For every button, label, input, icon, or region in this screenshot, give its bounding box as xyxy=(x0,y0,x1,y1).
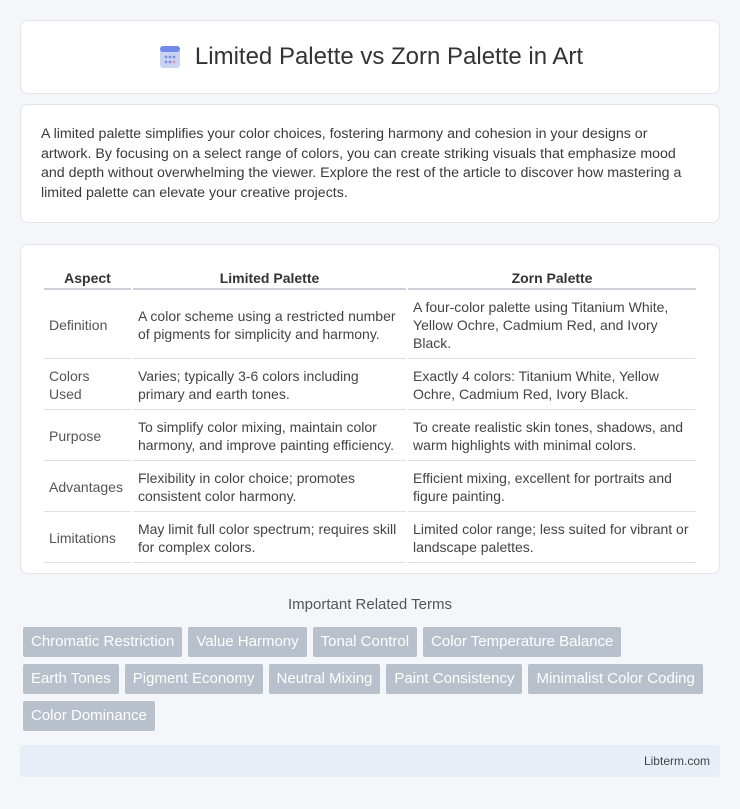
term-tag[interactable]: Color Temperature Balance xyxy=(423,627,621,657)
term-tag[interactable]: Pigment Economy xyxy=(125,664,263,694)
footer xyxy=(20,745,720,777)
term-tag[interactable]: Neutral Mixing xyxy=(269,664,381,694)
related-terms-title: Important Related Terms xyxy=(288,596,452,613)
row-limited: Varies; typically 3-6 colors including primary and earth tones. xyxy=(133,361,406,410)
row-aspect: Definition xyxy=(44,292,131,359)
row-zorn: Efficient mixing, excellent for portraits and figure painting. xyxy=(408,463,696,512)
comparison-table xyxy=(42,265,698,565)
term-tag[interactable]: Chromatic Restriction xyxy=(23,627,182,657)
related-terms-list xyxy=(23,627,723,731)
row-zorn: To create realistic skin tones, shadows, and warm highlights with minimal colors. xyxy=(408,412,696,461)
table-row xyxy=(44,463,696,512)
term-tag[interactable]: Value Harmony xyxy=(188,627,306,657)
header-zorn-palette: Zorn Palette xyxy=(408,267,696,290)
page-title: Limited Palette vs Zorn Palette in Art xyxy=(194,43,584,70)
term-tag[interactable]: Minimalist Color Coding xyxy=(528,664,702,694)
row-aspect: Colors Used xyxy=(44,361,131,410)
row-aspect: Limitations xyxy=(44,514,131,563)
title-card xyxy=(20,20,720,94)
term-tag[interactable]: Earth Tones xyxy=(23,664,119,694)
table-header-row xyxy=(44,267,696,290)
table-row xyxy=(44,514,696,563)
footer-site-link[interactable]: Libterm.com xyxy=(643,754,710,768)
row-aspect: Advantages xyxy=(44,463,131,512)
term-tag[interactable]: Tonal Control xyxy=(313,627,417,657)
row-limited: May limit full color spectrum; requires skill for complex colors. xyxy=(133,514,406,563)
header-limited-palette: Limited Palette xyxy=(133,267,406,290)
intro-card xyxy=(20,104,720,223)
row-aspect: Purpose xyxy=(44,412,131,461)
document-icon xyxy=(157,44,183,70)
row-limited: Flexibility in color choice; promotes consistent color harmony. xyxy=(133,463,406,512)
table-row xyxy=(44,412,696,461)
term-tag[interactable]: Paint Consistency xyxy=(386,664,522,694)
intro-text: A limited palette simplifies your color choices, fostering harmony and cohesion in your designs or artwork. By focusing on a select range of colors, you can create striking visuals that emphasize mood and depth without overwhelming the viewer. Explore the rest of the article to discover how mastering a limited palette can elevate your creative projects. xyxy=(41,126,682,201)
row-zorn: A four-color palette using Titanium White, Yellow Ochre, Cadmium Red, and Ivory Black. xyxy=(408,292,696,359)
row-zorn: Exactly 4 colors: Titanium White, Yellow Ochre, Cadmium Red, Ivory Black. xyxy=(408,361,696,410)
row-limited: A color scheme using a restricted number of pigments for simplicity and harmony. xyxy=(133,292,406,359)
table-row xyxy=(44,361,696,410)
comparison-card xyxy=(20,244,720,574)
term-tag[interactable]: Color Dominance xyxy=(23,701,155,731)
header-aspect: Aspect xyxy=(44,267,131,290)
row-zorn: Limited color range; less suited for vibrant or landscape palettes. xyxy=(408,514,696,563)
table-row xyxy=(44,292,696,359)
row-limited: To simplify color mixing, maintain color harmony, and improve painting efficiency. xyxy=(133,412,406,461)
